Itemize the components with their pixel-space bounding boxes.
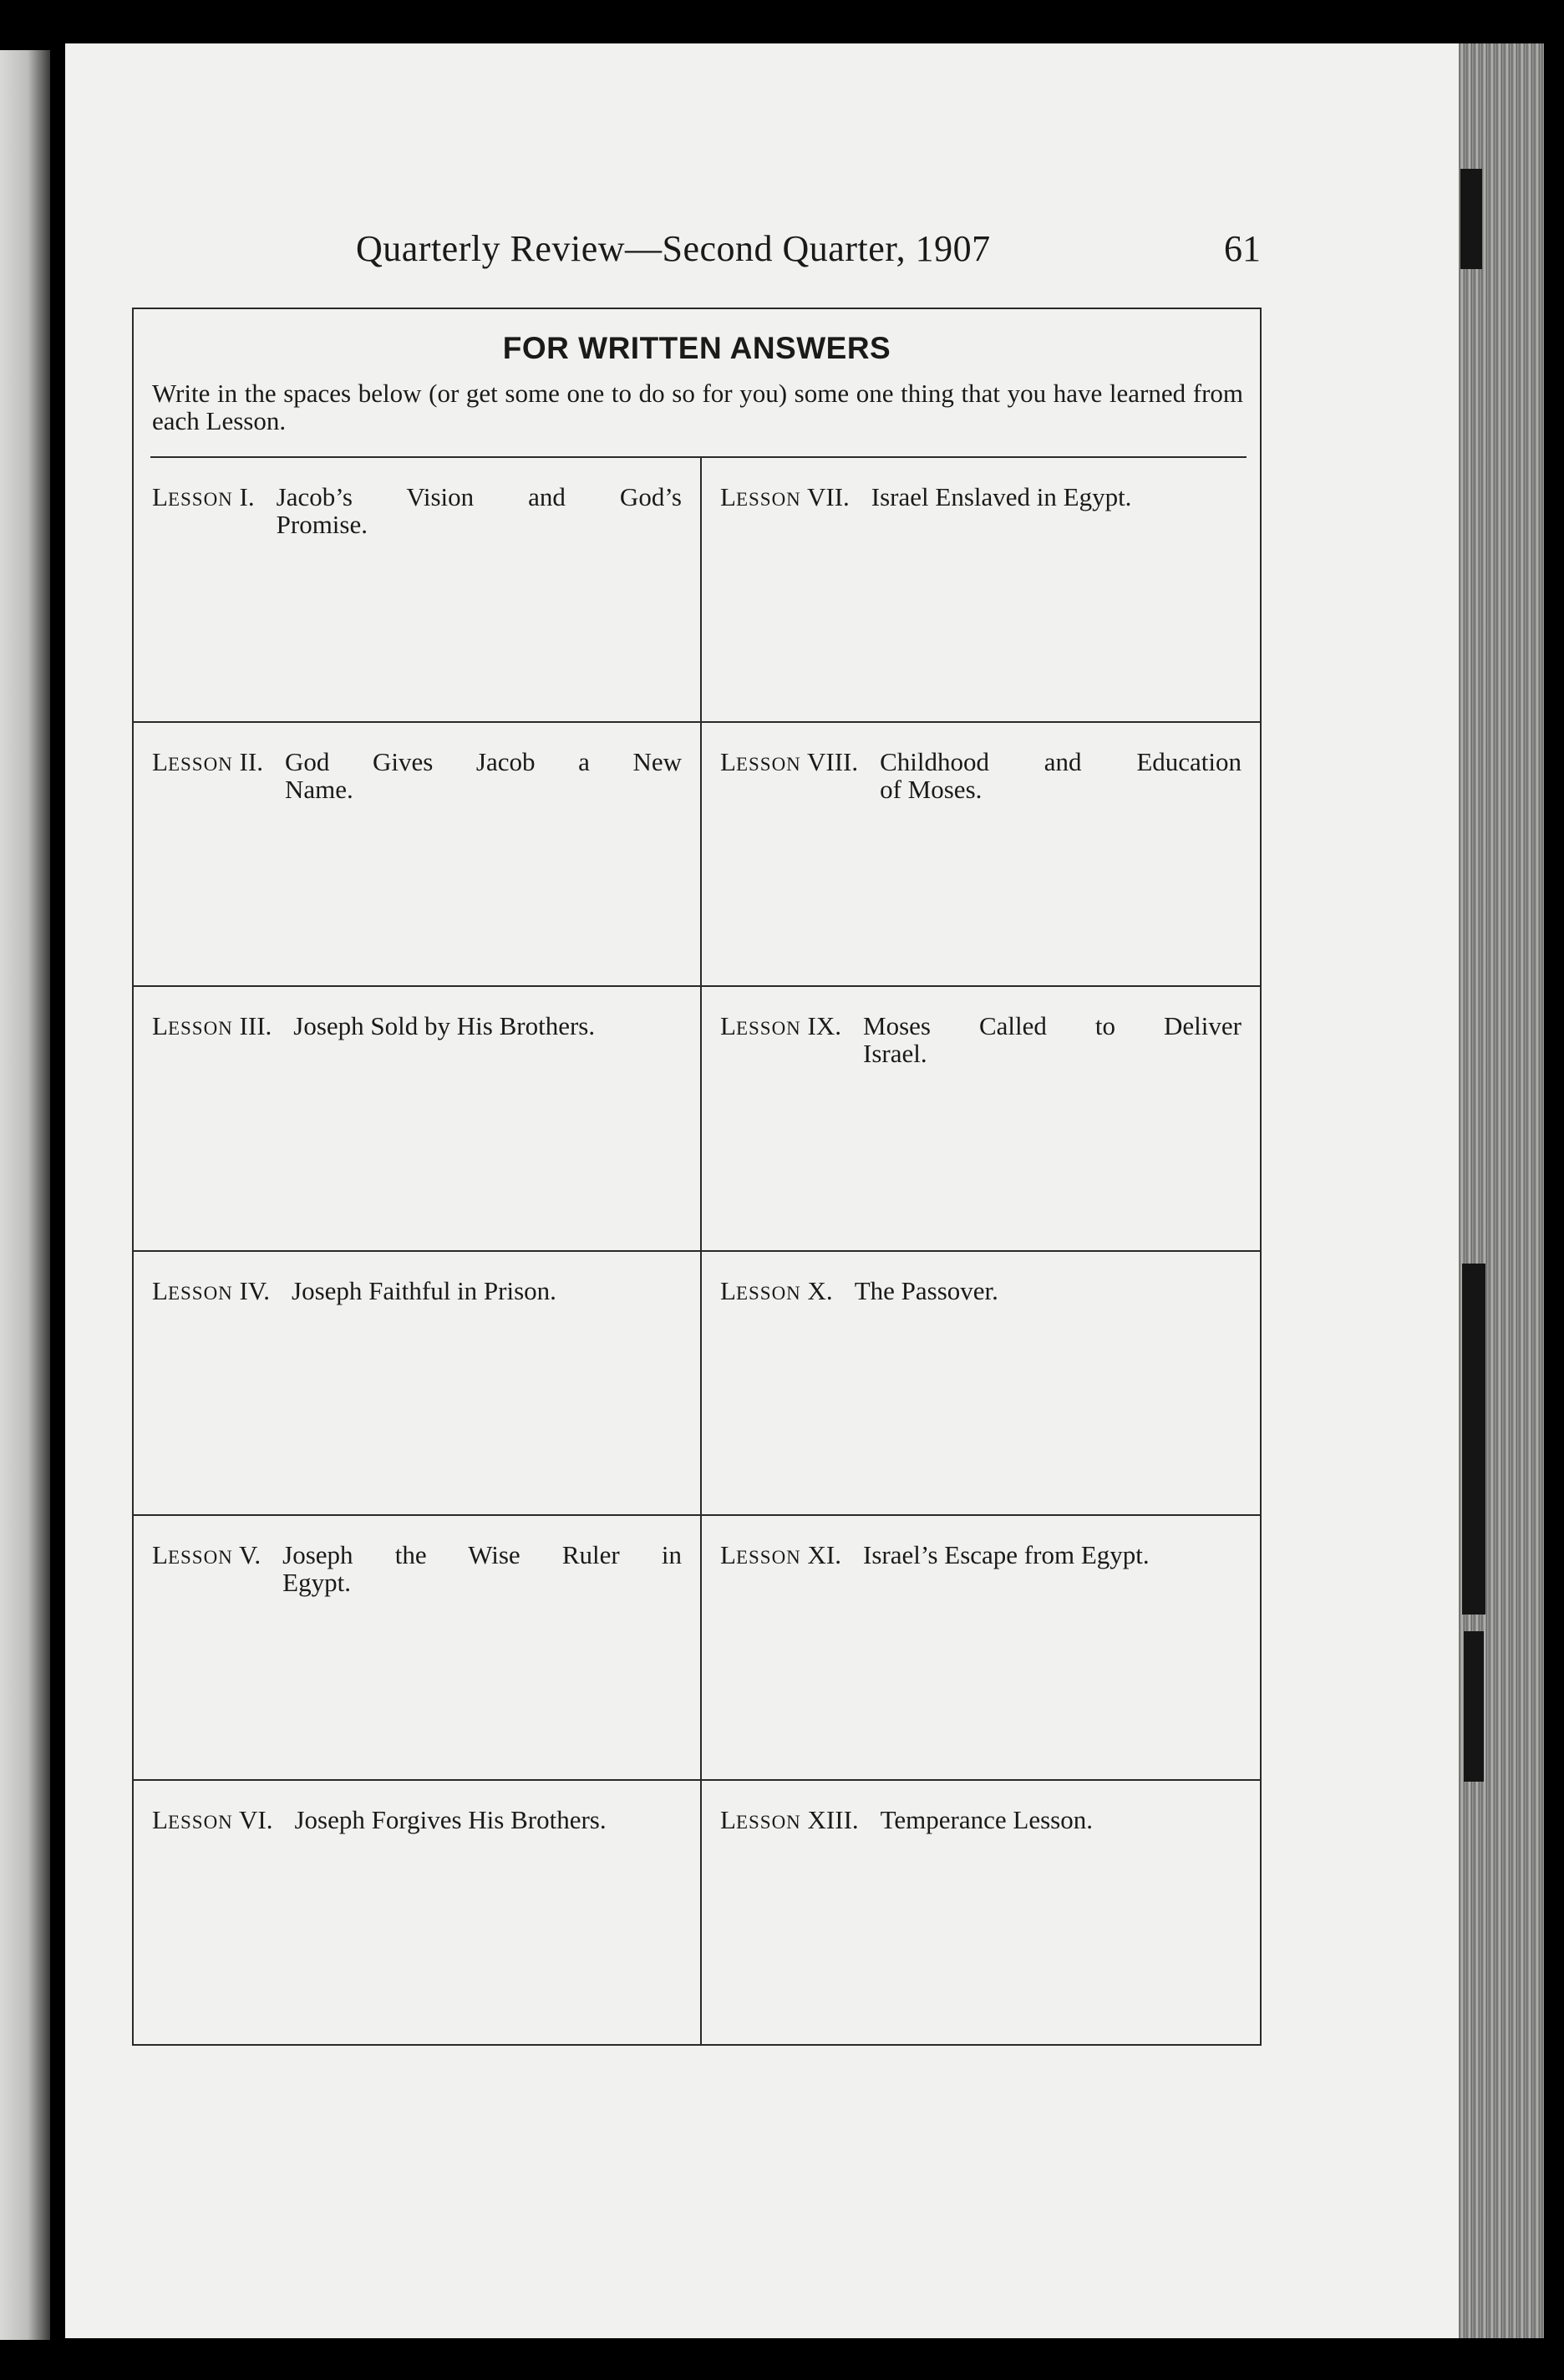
lesson-heading [152, 1541, 682, 1596]
lesson-label: LESSON XIII. [720, 1804, 859, 1834]
lesson-label: LESSON X. [720, 1275, 833, 1305]
lesson-label: LESSON V. [152, 1540, 262, 1570]
answer-box-lesson-10[interactable] [702, 1252, 1260, 1517]
answer-box-lesson-6[interactable] [134, 1781, 702, 2046]
lesson-heading [720, 1541, 1242, 1571]
lesson-label: LESSON XI. [720, 1540, 842, 1570]
lesson-heading [720, 1806, 1242, 1836]
edge-mark [1462, 1264, 1485, 1615]
lesson-label: LESSON VII. [720, 482, 850, 511]
answer-box-lesson-11[interactable] [702, 1516, 1260, 1781]
lesson-title: Israel’s Escape from Egypt. [863, 1540, 1150, 1570]
running-head: Quarterly Review—Second Quarter, 1907 [356, 228, 991, 269]
lesson-heading [720, 748, 1242, 803]
lesson-label: LESSON II. [152, 746, 263, 776]
lesson-title: Moses Called to Deliver Israel. [863, 1011, 1242, 1069]
lesson-title: Joseph Forgives His Brothers. [294, 1804, 607, 1834]
lesson-title: Joseph Faithful in Prison. [292, 1275, 556, 1305]
lesson-title: God Gives Jacob a New Name. [284, 746, 682, 804]
lesson-heading [152, 748, 682, 803]
lesson-title: Jacob’s Vision and God’s Promise. [276, 482, 682, 539]
lesson-heading [152, 483, 682, 538]
answer-box-lesson-8[interactable] [702, 723, 1260, 988]
lesson-grid [134, 458, 1260, 2046]
lesson-heading [152, 1012, 682, 1042]
lesson-heading [720, 1012, 1242, 1067]
written-answers-form [132, 308, 1262, 2046]
edge-mark [1464, 1631, 1484, 1782]
lesson-label: LESSON VI. [152, 1804, 273, 1834]
lesson-title: Temperance Lesson. [880, 1804, 1093, 1834]
lesson-label: LESSON VIII. [720, 746, 859, 776]
page-number: 61 [1224, 228, 1261, 269]
answer-box-lesson-1[interactable] [134, 458, 702, 723]
lesson-heading [152, 1277, 682, 1307]
lesson-heading [720, 483, 1242, 513]
lesson-label: LESSON IX. [720, 1011, 842, 1041]
answer-box-lesson-9[interactable] [702, 987, 1260, 1252]
lesson-title: Joseph Sold by His Brothers. [293, 1011, 596, 1041]
section-instructions: Write in the spaces below (or get some one to do so for you) some one thing that you have learned from each Lesson. [152, 379, 1243, 435]
right-page-edges [1457, 43, 1544, 2338]
lesson-title: Childhood and Education of Moses. [880, 746, 1242, 804]
answer-box-lesson-2[interactable] [134, 723, 702, 988]
left-page-edge [0, 50, 50, 2340]
lesson-heading [720, 1277, 1242, 1307]
lesson-title: Israel Enslaved in Egypt. [871, 482, 1132, 511]
answer-box-lesson-7[interactable] [702, 458, 1260, 723]
section-title: FOR WRITTEN ANSWERS [502, 331, 891, 365]
lesson-label: LESSON I. [152, 482, 255, 511]
lesson-label: LESSON IV. [152, 1275, 271, 1305]
answer-box-lesson-4[interactable] [134, 1252, 702, 1517]
lesson-title: The Passover. [854, 1275, 998, 1305]
answer-box-lesson-3[interactable] [134, 987, 702, 1252]
answer-box-lesson-5[interactable] [134, 1516, 702, 1781]
lesson-label: LESSON III. [152, 1011, 272, 1041]
lesson-heading [152, 1806, 682, 1836]
edge-mark [1460, 169, 1482, 269]
answer-box-lesson-13[interactable] [702, 1781, 1260, 2046]
lesson-title: Joseph the Wise Ruler in Egypt. [282, 1540, 682, 1598]
